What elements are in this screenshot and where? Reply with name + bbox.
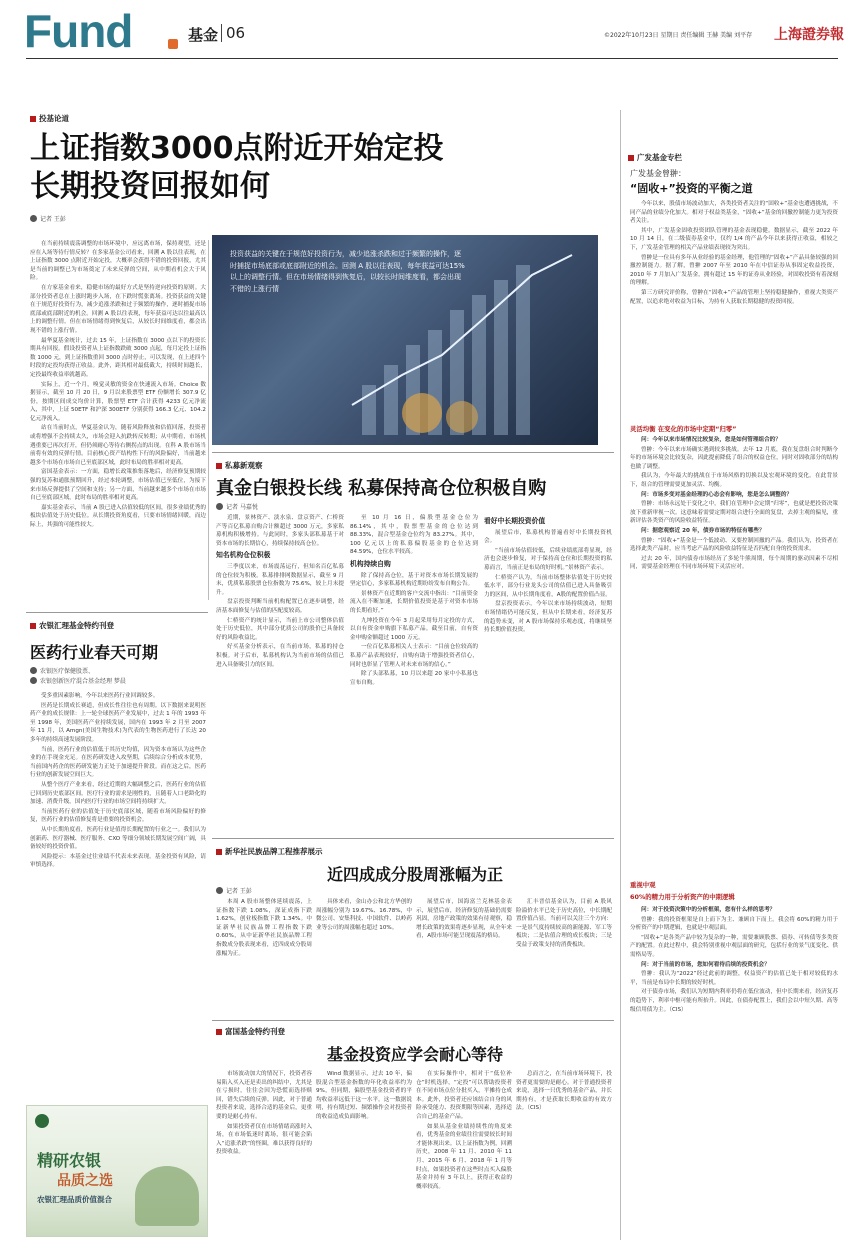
right-question: 问：对于当前的市场，您如何看待后续的投资机会？	[641, 961, 770, 968]
med-body	[30, 692, 206, 1098]
right-answer: 曾翀：我认为“2022”经过此前的调整，权益资产的估值已处于相对较低的水平，当前是布局中长期的较好时机。	[630, 971, 838, 986]
ad-slogan: 品质之选	[57, 1173, 113, 1189]
right-question: 问：今年以来市场情况比较复杂，您是如何管理组合的？	[641, 437, 781, 443]
pe-para: 景林资产在近期的客户交流中指出：“目前资金流入在不断加速，长期价值投资是基于对资本市场的长期看好。”	[350, 590, 478, 614]
ad-logo-icon	[35, 1114, 49, 1128]
right-para: 曾翀是一位具有多年从业经验的基金经理，他管理的“固收+”产品具备较强的回撤控制能力。据了解，曾翀 2007 年至 2010 年在中信证券从事固定收益投资，2010 年 7 月加入广发基金，拥有超过 15 年的证券从业经验，对固收投资有着深刻的理解。	[630, 254, 838, 287]
lead-pullquote: 投资获益的关键在于规范好投资行为，减少追涨杀跌和过于频繁的操作，逐时捕捉市场底部或底部附近的机会。回测 A 股以往表现，每年获益可达15%以上的调整行情。但在市场情绪得到恢复后，以较长时间维度看，都会出现不错的上涨行情	[230, 250, 465, 293]
pe-para: 一位百亿私募相关人士表示：“目前仓位较高的私募产品表现较好，自购有助于增强投资者信心，同时也彰显了管理人对未来市场的信心。”	[350, 644, 478, 668]
masthead-rule	[26, 58, 838, 59]
bottom-col-3	[416, 1070, 512, 1238]
ad-brand: 精研农银	[37, 1151, 102, 1170]
right-body-2	[630, 906, 838, 1240]
med-byline-1	[30, 666, 94, 675]
mid-para: 本周 A 股市场整体延续震荡，上证指数下跌 1.08%，深证成指下跌 1.62%，创业板指数下跌 1.34%。中证新华社民族品牌工程指数下跌 0.60%，从中证新华社民族品牌工程指数成分股表现来看，近四成成分股周涨幅为正。	[216, 899, 312, 957]
right-para: 第三方研究评价称，曾翀在“固收+”产品的管理上坚持稳健操作，重视大类资产配置，以追求绝对收益为目标，为持有人获取长期稳健的投资回报。	[630, 289, 838, 305]
lead-para: 实际上，近一个月，嗅觉灵敏的资金在快速流入市场。Choice 数据显示，截至 10 月 20 日，9 月以来股票型 ETF 份额增长 307.9 亿份，按期区间成交均价计算，股票型 ETF 合计获得 4233 亿元净流入，其中，上证 50ETF 和沪深 300ETF 分别获得 166.3 亿元、104.2 亿元净流入。	[30, 381, 206, 422]
reporter-icon	[216, 887, 223, 894]
pe-para: 近期，景林资产、淡水泉、盘京资产、仁桥资产等百亿私募自购合计额超过 3000 万元，多家私募机构积极增持。与此同时，多家头部私募基于对资本市场的长期信心，持续保持较高仓位。	[216, 515, 344, 547]
bottom-para: 市场波动加大的情况下，投资者容易陷入买入还是卖出的纠结中，尤其是在亏损时，往往会因为恐慌而选择赎回，错失后续的反弹。因此，对于普通投资者来说，选择合适的基金后，更重要的是耐心持有。	[216, 1071, 312, 1120]
section-divider	[221, 24, 222, 42]
mid-byline	[216, 886, 252, 895]
lead-para: 在当前持续震荡调整的市场环境中，应远离市场，保持观望，还是应在入场等待行情反转？在多家基金公司看来，回溯 A 股以往表现，在上证指数 3000 点附近开始定投，大概率会获得不错的投资回报，尤其是当前的调整已为市场奠定了未来反弹的空间，从中期看机会大于风险。	[30, 241, 206, 282]
right-answer: 曾翀：我的投资框架是自上而下为主、兼顾自下而上。我会将 60%的精力用于分析资产的中期逻辑，也就是中观层面。	[630, 916, 838, 932]
mid-col-4	[516, 898, 612, 1014]
right-body-1	[630, 200, 838, 416]
ad-tea-graphic	[135, 1166, 199, 1226]
lead-para: 最华夏基金统计，过去 15 年，上证指数在 3000 点以下的投资长期具有回报。假设投资者从上证指数跌破 3000 点起，每月定投上证指数 1000 元，到上证指数重回 3000 点时停止，可以发现，在上述四个时段的定投均获得正收益。此外，距其相对最低截大，持续时间越长，定投最终收益率就越高。	[30, 337, 206, 378]
pe-para: 除了保持高仓位，基于对资本市场长期发展的坚定信心，多家私募机构近期纷纷发布自购公告。	[350, 572, 478, 588]
mid-col-2	[316, 898, 412, 1014]
right-subhead-3: 60%的精力用于分析资产的中期逻辑	[630, 893, 735, 901]
lead-column-1	[30, 240, 206, 600]
pe-para: “当前市场估值较低，后续业绩底部将显现，经济也会逐步修复，对于保持高仓位和长期投资的私募而言，当前正是布局的好时机。”景林资产表示。	[484, 547, 612, 571]
pe-col-1	[216, 514, 344, 830]
bottom-para: 总而言之，在当前市场环境下，投资者更需要的是耐心。对于普通投资者来说，选择一只优秀的基金产品，并长期持有，才是获取长期收益的有效方法。（CIS）	[516, 1071, 612, 1112]
bottom-para: 在实际操作中，相对于“低位补仓”时机选择，“定投”可以帮助投资者在不同市场点位分批买入，平摊持仓成本。此外，投资者还应该结合自身的风险承受能力、投资期限等因素，选择适合自己的基金产品。	[416, 1071, 512, 1120]
ad-subtitle: 农银汇理品质价值混合	[37, 1195, 112, 1204]
med-para: 受多重因素影响，今年以来医药行业回调较多。	[41, 693, 159, 699]
bottom-top-rule	[212, 1020, 614, 1021]
pe-col-3	[484, 514, 612, 830]
right-qa-heading: 灵活均衡 在变化的市场中定期“归零”	[630, 425, 737, 433]
med-byline-1-text: 农银医疗保健股票、	[40, 668, 95, 675]
right-question: 问：据您观察近 20 年，债券市场的特征有哪些？	[641, 527, 765, 534]
right-tag: 广发基金专栏	[628, 152, 682, 163]
pe-tag: 私募新观察	[216, 460, 263, 471]
lead-tag: 投基论道	[30, 113, 69, 124]
pe-para: 九坤投资在今年 3 月起采用每月定投的方式，以自有资金申购旗下私募产品。截至目前，自有资金申购金额超过 1000 万元。	[350, 617, 478, 641]
page-number: 06	[226, 24, 246, 42]
section-name: 基金	[188, 26, 219, 44]
mid-para: 汇丰晋信基金认为，目前 A 股风险溢价水平已处于历史高位，中长期配置价值凸显。当前可以关注三个方向：一是景气度持续较高的新能源、军工等板块；二是估值合理的成长板块；三是受益于政策支持的消费板块。	[516, 899, 612, 948]
lead-byline-text: 记者 王彭	[40, 216, 66, 223]
lead-para: 在方家基金看来，稳健市场的最好方式是坚持逆向投资的原则。大部分投资者总在上涨时跑步入场，在下跌时慌张离场。投资获益的关键在于规范好投资行为，减少追涨杀跌和过于频繁的操作，逐时捕捉市场底部或底部附近的机会。回测 A 股以往表现，每年获益可达以往最高以上的调整行情。但在市场情绪得到恢复后，从较长时间维度看，都会出现不错的上涨行情。	[30, 284, 206, 334]
med-byline-2-text: 农银创新医疗混合基金经理 梦晨	[40, 678, 126, 685]
med-title: 医药行业春天可期	[30, 643, 159, 662]
mid-top-rule	[212, 838, 614, 839]
lead-para: 嘉实基金表示，当前 A 股已进入估值较低的区间，很多业绩优秀的板块估值处于历史低位。从长期投资角度看，只要市场情绪回暖，而边际上，其强的可能性较大。	[30, 504, 206, 528]
pe-subhead-3: 看好中长期投资价值	[484, 517, 546, 525]
right-para: 今年以来，股债市场波动加大，各类投资者关注的“固收+”基金也遭遇挑战，不同产品的业绩分化加大。相对于权益类基金，“固收+”基金的回撤控制能力更为投资者关注。	[630, 201, 838, 225]
med-para: 医药是长期成长赛道，但成长性往往也有周期。以下数据来说明医药产业的成长规律：上一轮全球医药产业发展中，过去 1 年的 1993 年至 1998 年，美国医药产业持续发展，国内在 1993 年 2 月至 2007 年 11 月，以 Amgn(美国生物技术)为代表的生物医药进行了长达 20 多年的持续高速发展阶段。	[30, 702, 206, 743]
bottom-tag: 富国基金特约刊登	[216, 1026, 285, 1037]
pe-para: 三季度以来，市场震荡运行，但知名百亿私募的仓位较为积极。私募排排网数据显示，截至 9 月末，优质私募股票仓位指数为 75.6%，较上月末提升。	[216, 563, 344, 596]
bottom-col-1	[216, 1070, 312, 1238]
right-answer: “固收+”是各类产品中较为复杂的一种，需要兼顾股票、债券、可转债等多类资产的配置。在此过程中，我会特别重视中观层面的研究，包括行业的景气度变化、供需格局等。	[630, 934, 838, 958]
bottom-title: 基金投资应学会耐心等待	[326, 1045, 503, 1064]
right-answer: 我认为，今年最大的挑战在于市场风格的切换以及宏观环境的变化。在此背景下，组合的管理需要更加灵活、均衡。	[630, 473, 838, 488]
pe-para: 除了头部私募，10 月以来超 20 家中小私募也宣布自购。	[350, 671, 478, 686]
mid-byline-text: 记者 王彭	[226, 888, 252, 895]
bottom-para: Wind 数据显示，过去 10 年，偏股混合型基金指数的年化收益率约为 9%，但同期，偏股型基金投资者的平均收益率远低于这一水平。这一数据说明，持有期过短、频繁操作会对投资者的收益造成负面影响。	[316, 1071, 412, 1120]
mid-col-3	[416, 898, 512, 1014]
col-divider	[208, 240, 209, 600]
med-tag: 农银汇理基金特约刊登	[30, 620, 114, 631]
bottom-para: 如果投资者仅在市场情绪高涨时入场，在市场低迷时离场，很可能会陷入“追涨杀跌”的怪圈，难以获得良好的投资收益。	[216, 1123, 312, 1156]
pe-top-rule	[212, 452, 614, 453]
med-para: 当前医药行业的估值处于历史底部区域，随着市场风险偏好的修复，医药行业的估值修复将是重要的投资机会。	[30, 808, 206, 824]
pe-para: 仁桥资产认为，当前市场整体估值处于历史较低水平，部分行业龙头公司的估值已进入具备吸引力的区间，从中长期角度看，A股的配置价值凸显。	[484, 574, 612, 598]
mid-para: 具体来看，金山办公和北方华创的周涨幅分别为 19.67%、16.78%，中微公司、安集科技、中国软件、以岭药业等公司的周涨幅也超过 10%。	[316, 899, 412, 931]
issue-info: ©2022年10月23日 星期日 责任编辑 王赫 美编 刘平存	[604, 32, 753, 39]
lead-para: 富国基金表示：一方面，稳增长政策推集落地后，经济修复预期较强的复苏和通胀预期回升，经过本轮调整，市场估值已至低位，为接下来市场反弹提供了空间和支持；另一方面，当前越来越多个市场在市场自已至底部区域，此时布局的胜率相对更高。	[30, 469, 206, 502]
right-qa	[630, 436, 838, 868]
right-answer: 曾翀：“固收+”基金是一个低波动、又要控制回撤的产品。我们认为，投资者在选择此类产品时，应当考虑产品的风险收益特征是否匹配自身的投资需求。	[630, 537, 838, 553]
pe-para: 盘京投资判断当前机构配置已在逐步调整，经济基本面修复与估值的匹配度较高。	[216, 599, 344, 614]
author-icon	[30, 677, 37, 684]
right-question: 问：对于投资决策中的分析框架，您有什么样的思考？	[641, 907, 776, 913]
right-question: 问：市场多变对基金经理的心态会有影响，您是怎么调整的？	[641, 491, 793, 498]
pe-byline	[216, 502, 258, 511]
reporter-icon	[30, 215, 37, 222]
mid-title: 近四成成分股周涨幅为正	[326, 865, 503, 884]
right-answer: 对于债券市场，我们认为短期内利率仍将在低位波动，但中长期来看，经济复苏的趋势下，利率中枢可能有所抬升。因此，在债券配置上，我们会以中短久期、高等级信用债为主。（CIS）	[630, 989, 838, 1013]
paper-name: 上海證券報	[774, 27, 844, 43]
pe-para: 好买基金分析表示，在当前市场，私募的持仓积极。对于后市，私募机构认为当前市场的估值已进入具备吸引力的区间。	[216, 644, 344, 668]
lead-photo	[212, 235, 598, 445]
med-para: 风险提示：本基金过往业绩不代表未来表现。基金投资有风险，请审慎选择。	[30, 853, 206, 869]
pe-subhead-1: 知名机构仓位积极	[216, 551, 271, 560]
pe-byline-text: 记者 马嘉悦	[226, 504, 258, 511]
right-para: 其中，广发基金固收投资团队管理的基金表现稳健。数据显示，截至 2022 年 10 月 14 日，在二级债券基金中，仅约 1/4 的产品今年以来获得正收益，相较之下，广发基金管理的相关产品业绩表现较为突出。	[630, 227, 838, 251]
logo-dot	[168, 39, 178, 49]
masthead	[14, 5, 846, 57]
lead-byline	[30, 214, 66, 223]
pe-subhead-2: 机构持续自购	[350, 559, 391, 568]
author-icon	[30, 667, 37, 674]
mid-para: 展望后市，国海富兰克林基金表示，展望后市，经济修复的基础仍需要巩固，房地产政策的效果有待观察，稳增长政策的效果将逐步显现，从全年来看，A股市场可能呈现震荡的格局。	[416, 899, 512, 940]
right-subhead-2: 重视中观	[630, 881, 656, 889]
fund-logo: Fund	[24, 5, 133, 57]
pe-para: 仁桥资产的统计显示，当前上市公司整体估值处于历史低位，其中部分优质公司的股价已具备较好的风险收益比。	[216, 617, 344, 641]
med-byline-2	[30, 676, 126, 685]
bottom-col-2	[316, 1070, 412, 1238]
mid-col-1	[216, 898, 312, 1014]
right-answer: 曾翀：今年以来市场确实遇到较多挑战。去年 12 月底，我在复盘组合时判断今年的市场环境会比较复杂，因此提前降低了组合的权益仓位，同时对固收部分的结构也做了调整。	[630, 446, 838, 470]
right-col-divider	[620, 110, 621, 1240]
pe-col-2	[350, 514, 478, 830]
right-answer: 过去 20 年，国内债券市场经历了多轮牛熊周期，每个周期的驱动因素不尽相同，需要基金经理在不同市场环境下灵活应对。	[630, 555, 838, 571]
med-top-rule	[26, 612, 208, 613]
pe-para: 盘京投资表示，今年以来市场持续波动，短期市场情绪仍可能反复，但从中长期来看，经济复苏的趋势未变，对 A 股市场保持乐观态度，将继续坚持长期价值投资。	[484, 601, 612, 634]
pe-para: 展望后市，私募机构普遍看好中长期投资机会。	[484, 529, 612, 545]
pe-title: 真金白银投长线 私募保持高仓位积极自购	[216, 478, 547, 499]
abc-fund-ad	[26, 1105, 208, 1237]
lead-para: 站在当前时点，华夏基金认为，随着风险释放和估值回落，投资者或将增强不会持续太久，市场会迎入抗跌转反转期；从中期看，市场机遇重要已再次打开，但仍须耐心等待右侧拐点的出现。在科 A 股市场当前将有效的反弹行情。目前核心资产结构性下行的风险偏好，当前越来越多个市场在市场自已至底部区域，此时布局的胜率相对更高。	[30, 425, 206, 466]
med-para: 当前，医药行业的估值低于其历史均值，因为资本市场认为这些企业的在手现金充足。在医药研发进入攻坚期，后续综合分析成本优势，当前国内药企的医药研发能力正处于加速提升阶段。而在这之后，医药行业的创新发展空间巨大。	[30, 746, 206, 779]
med-para: 从中长期角度看，医药行业是值得长期配置的行业之一。我们认为创新药、医疗器械、医疗服务、CXO 等细分领域长期发展空间广阔，具备较好的投资价值。	[30, 826, 206, 851]
pe-para: 至 10 月 16 日，偏股型基金仓位为 86.14%，其中，股票型基金的仓位达到 88.33%，混合型基金仓位约为 83.27%。其中，100 亿元以上的私募偏股基金的仓位达到 84.59%，仓位水平较高。	[350, 515, 478, 556]
lead-title-line1: 上证指数3000点附近开始定投	[30, 131, 444, 166]
bottom-col-4	[516, 1070, 612, 1238]
reporter-icon	[216, 503, 223, 510]
med-para: 从整个医疗产业来看，经过近期的大幅调整之后，医药行业的估值已回到历史底部区间。医疗行业的需求是刚性的，且随着人口老龄化的加速、消费升级，国内医疗行业的市场空间将持续扩大。	[30, 781, 206, 806]
lead-title-line2: 长期投资回报如何	[30, 169, 270, 204]
mid-tag: 新华社民族品牌工程推荐展示	[216, 846, 323, 857]
right-author: 广发基金曾翀：	[630, 169, 686, 178]
right-title: “固收+”投资的平衡之道	[630, 182, 753, 195]
right-answer: 曾翀：市场永远处于变化之中，我们在管理中会定期“归零”，也就是把投资决策放下重新审视一次。这意味着需要定期对组合进行全面的复盘，去掉主观的偏见，重新评估各类资产的风险收益特征。	[630, 501, 838, 525]
bottom-para: 如果从基金业绩持续性的角度来看，优秀基金的业绩往往需要较长时间才能体现出来。以上证指数为例，回溯历史，2008 年 11 月、2010 年 11 月、2015 年 6 月、2018 年 1 月等时点，如果投资者在这些时点买入偏股基金并持有 3 年以上，获得正收益的概率较高。	[416, 1123, 512, 1190]
